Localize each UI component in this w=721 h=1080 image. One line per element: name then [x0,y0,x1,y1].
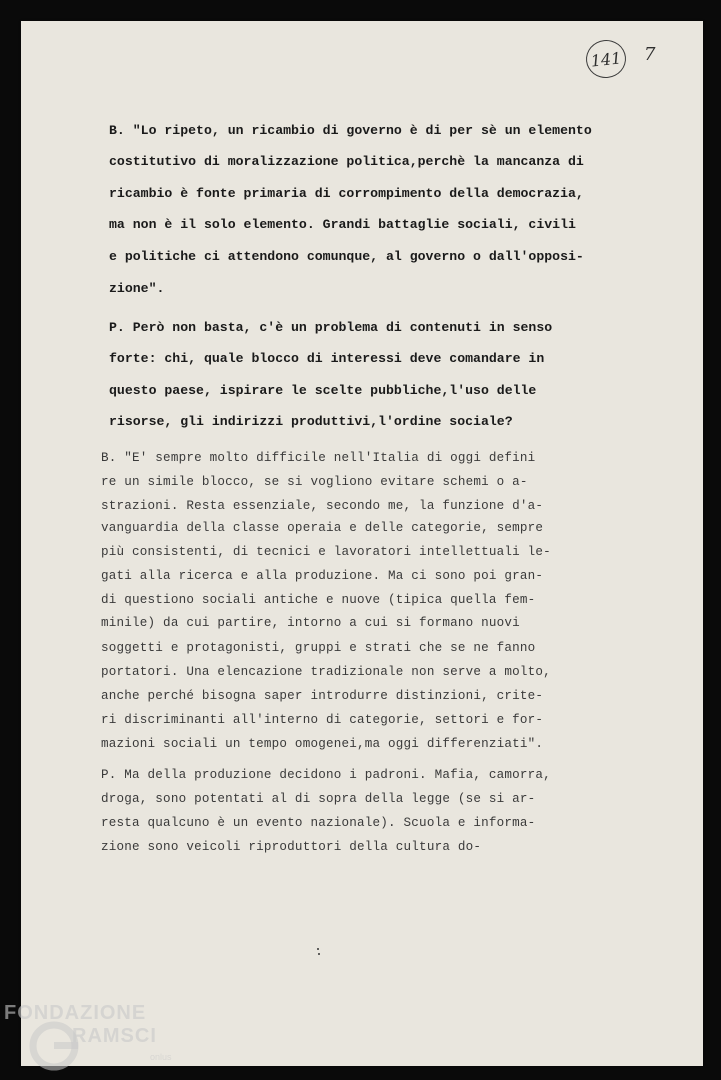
text-line: ma non è il solo elemento. Grandi battaglie sociali, civili [109,217,576,232]
text-line: questo paese, ispirare le scelte pubbliche,l'uso delle [109,383,537,398]
text-line: soggetti e protagonisti, gruppi e strati che se ne fanno [101,641,536,655]
watermark-line-3: onlus [150,1052,172,1062]
text-line: di questiono sociali antiche e nuove (tipica quella fem- [101,593,536,607]
text-line: forte: chi, quale blocco di interessi deve comandare in [109,351,545,366]
text-line: P. Però non basta, c'è un problema di contenuti in senso [109,320,553,335]
text-line: resta qualcuno è un evento nazionale). Scuola e informa- [101,816,536,830]
text-line: droga, sono potentati al di sopra della legge (se si ar- [101,792,536,806]
folio-side-mark: 7 [644,44,656,65]
text-line: anche perché bisogna saper introdurre distinzioni, crite- [101,689,544,703]
text-line: re un simile blocco, se si vogliono evitare schemi o a- [101,475,528,489]
text-line: minile) da cui partire, intorno a cui si formano nuovi [101,616,520,630]
text-line: vanguardia della classe operaia e delle categorie, sempre [101,521,544,535]
folio-number: 141 [589,47,623,71]
text-line: gati alla ricerca e alla produzione. Ma ci sono poi gran- [101,569,544,583]
ink-specks [317,948,320,956]
text-line: zione sono veicoli riproduttori della cultura do- [101,840,482,854]
text-line: portatori. Una elencazione tradizionale non serve a molto, [101,665,551,679]
watermark-line-2: RAMSCI [72,1025,157,1047]
text-line: più consistenti, di tecnici e lavoratori intellettuali le- [101,545,551,559]
text-line: B. "Lo ripeto, un ricambio di governo è di per sè un elemento [109,123,592,138]
text-line: B. "E' sempre molto difficile nell'Italia di oggi defini [101,451,536,465]
archive-watermark [4,1000,204,1075]
text-line: P. Ma della produzione decidono i padroni. Mafia, camorra, [101,768,551,782]
text-line: ricambio è fonte primaria di corrompimento della democrazia, [109,186,584,201]
text-line: e politiche ci attendono comunque, al governo o dall'opposi- [109,249,584,264]
text-line: risorse, gli indirizzi produttivi,l'ordine sociale? [109,414,513,429]
text-line: costitutivo di moralizzazione politica,perchè la mancanza di [109,154,584,169]
watermark-line-1: FONDAZIONE [4,1002,147,1024]
text-line: mazioni sociali un tempo omogenei,ma oggi differenziati". [101,737,544,751]
text-line: zione". [109,281,165,296]
document-page [21,21,703,1066]
text-line: ri discriminanti all'interno di categorie, settori e for- [101,713,544,727]
text-line: strazioni. Resta essenziale, secondo me, la funzione d'a- [101,499,544,513]
